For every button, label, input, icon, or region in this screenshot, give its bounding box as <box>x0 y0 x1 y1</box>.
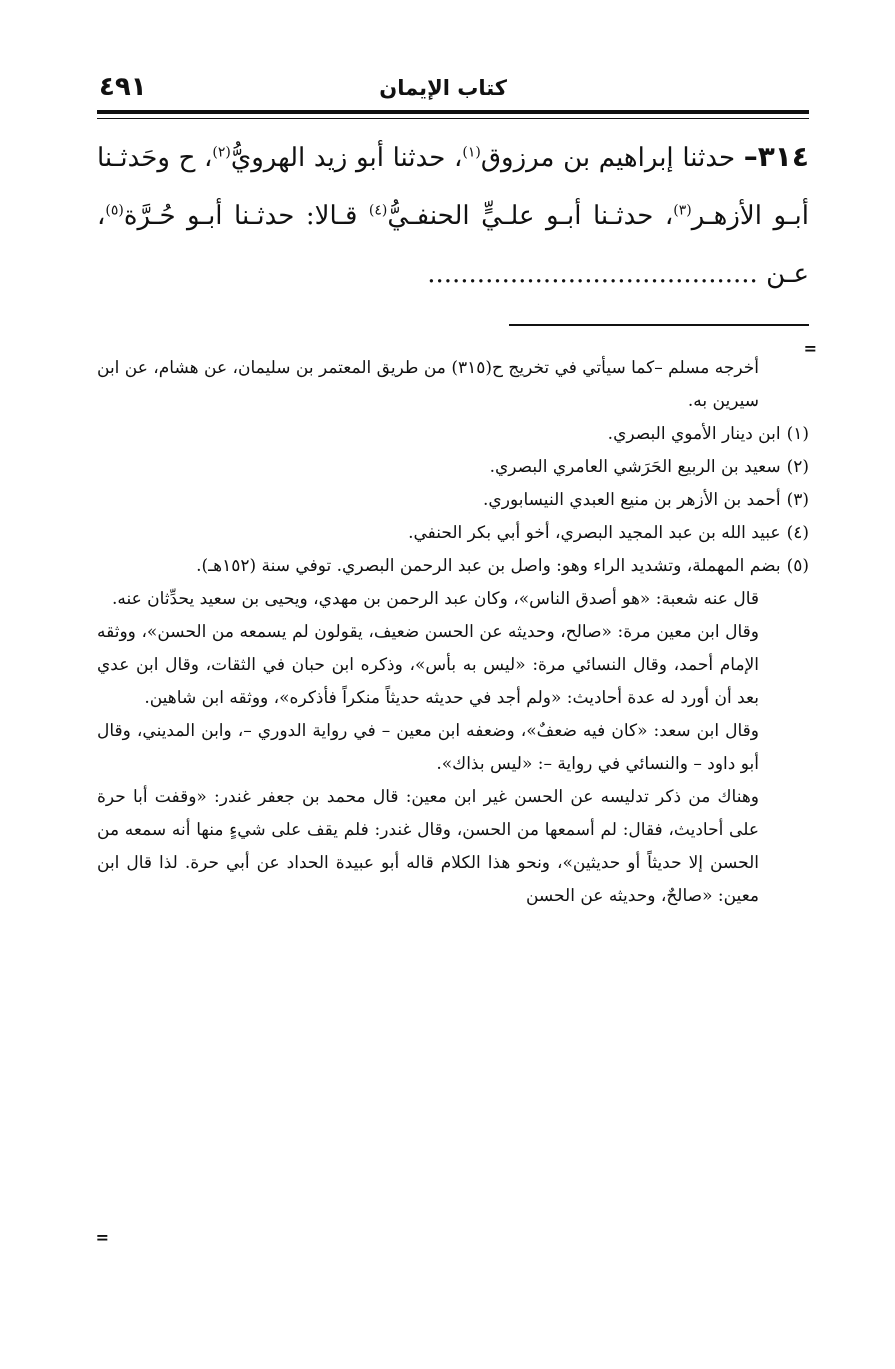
footnote-text: عبيد الله بن عبد المجيد البصري، أخو أبي بكر الحنفي. <box>408 523 781 543</box>
footnote-separator <box>509 324 809 326</box>
header-rule-thick <box>97 110 809 114</box>
chapter-title: كتاب الإيمان <box>379 76 507 100</box>
hadith-segment: ، ح وحَدثـنا أبـو الأزهـر <box>97 143 809 231</box>
running-header <box>97 74 809 108</box>
footnote-1 <box>97 418 809 451</box>
footnote-3 <box>97 484 809 517</box>
footnote-label: (٤) <box>786 523 809 543</box>
footnote-label: (٣) <box>786 490 809 510</box>
footnote-label: (٥) <box>786 556 809 576</box>
continuation-mark-top: = <box>803 339 817 358</box>
footnote-label: (٢) <box>786 457 809 477</box>
footnote-text: ابن دينار الأموي البصري. <box>607 424 781 444</box>
footnote-5-paragraph-1: قال عنه شعبة: «هو أصدق الناس»، وكان عبد الرحمن بن مهدي، ويحيى بن سعيد يحدِّثان عنه. <box>111 589 759 609</box>
footnote-text: بضم المهملة، وتشديد الراء وهو: واصل بن عبد الرحمن البصري. توفي سنة (١٥٢هـ). <box>196 556 781 576</box>
hadith-dash: – <box>743 140 758 173</box>
hadith-segment: ، عـن ........................................ <box>97 201 809 289</box>
continuation-mark-bottom: = <box>95 1228 109 1247</box>
footnote-5-paragraph-2: وقال ابن معين مرة: «صالح، وحديثه عن الحسن ضعيف، يقولون لم يسمعه من الحسن»، ووثقه الإمام أحمد، وقال النسائي مرة: «ليس به بأس»، وذكره ابن حبان في الثقات، وقال ابن عدي بعد أن أورد له عدة أحاديث: «ولم أجد في حديثه حديثاً منكراً فأذكره»، ووثقه ابن شاهين. <box>97 622 759 708</box>
footnote-2 <box>97 451 809 484</box>
footnote-text: أحمد بن الأزهر بن منيع العبدي النيسابوري. <box>483 490 781 510</box>
hadith-paragraph <box>97 128 809 303</box>
footnote-text: سعيد بن الربيع الحَرَشي العامري البصري. <box>489 457 781 477</box>
footnote-4 <box>97 517 809 550</box>
footnote-ref-4[interactable]: (٤) <box>368 202 388 219</box>
footnote-5-paragraph-3: وقال ابن سعد: «كان فيه ضعفٌ»، وضعفه ابن معين – في رواية الدوري –، وابن المديني، وقال أبو داود – والنسائي في رواية –: «ليس بذاك». <box>97 721 759 774</box>
footnote-label: (١) <box>786 424 809 444</box>
hadith-text <box>97 128 809 303</box>
footnote-5-paragraph-4: وهناك من ذكر تدليسه عن الحسن غير ابن معين: قال محمد بن جعفر غندر: «وقفت أبا حرة على أحاديث، فقال: لم أسمعها من الحسن، وقال غندر: فلم يقف على شيءٍ منها أنه سمعه من الحسن إلا حديثاً أو حديثين»، ونحو هذا الكلام قاله أبو عبيدة الحداد عن أبي حرة. لذا قال ابن معين: «صالحٌ، وحديثه عن الحسن <box>97 787 759 906</box>
footnote-ref-2[interactable]: (٢) <box>212 144 231 161</box>
header-rule-thin <box>97 118 809 119</box>
footnote-ref-1[interactable]: (١) <box>462 144 481 161</box>
hadith-segment: حدثنا إبراهيم بن مرزوق <box>480 143 744 173</box>
footnote-ref-3[interactable]: (٣) <box>673 202 692 219</box>
footnote-continuation: أخرجه مسلم –كما سيأتي في تخريج ح(٣١٥) من طريق المعتمر بن سليمان، عن هشام، عن ابن سيرين به. <box>97 358 759 411</box>
hadith-segment: ، حدثـنا أبـو علـيٍّ الحنفـيُّ <box>387 201 674 231</box>
footnotes <box>97 352 809 913</box>
hadith-segment: قـالا: حدثـنا أبـو حُـرَّة <box>123 201 369 231</box>
footnote-ref-5[interactable]: (٥) <box>105 202 124 219</box>
footnote-5 <box>97 550 809 583</box>
hadith-number: ٣١٤ <box>757 140 809 173</box>
page-number: ٤٩١ <box>99 72 147 102</box>
hadith-segment: ، حدثنا أبو زيد الهرويُّ <box>230 143 463 173</box>
